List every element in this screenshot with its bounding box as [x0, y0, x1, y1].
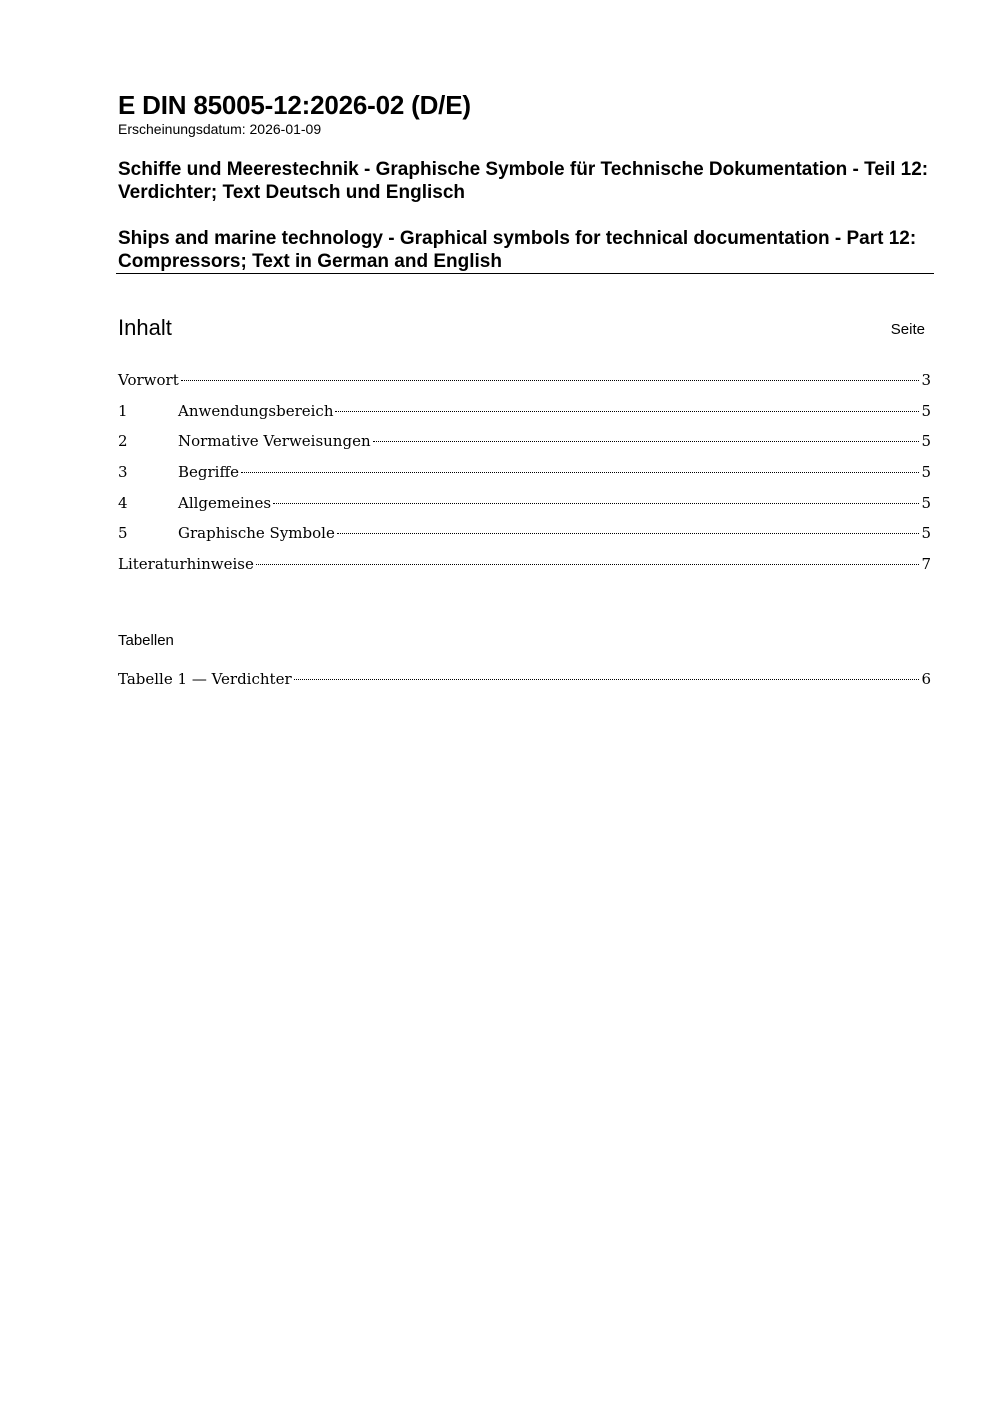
dot-leader	[256, 564, 920, 565]
toc-entry-vorwort[interactable]	[118, 368, 931, 399]
title-german: Schiffe und Meerestechnik - Graphische Symbole für Technische Dokumentation - Teil 12: Verdichter; Text Deutsch und Englisch	[118, 159, 929, 203]
toc-entry-page: 5	[921, 493, 931, 512]
page-column-label: Seite	[890, 321, 925, 338]
toc-entry-page: 5	[921, 401, 931, 420]
dot-leader	[241, 472, 919, 473]
tables-heading: Tabellen	[118, 632, 174, 649]
toc-entry-page: 3	[921, 371, 931, 389]
dot-leader	[335, 411, 919, 412]
toc-entry-text: Vorwort	[118, 371, 179, 389]
dot-leader	[294, 679, 920, 680]
toc-entry-allgemeines[interactable]	[118, 491, 931, 522]
table-of-contents	[118, 368, 931, 583]
publication-date: Erscheinungsdatum: 2026-01-09	[118, 121, 322, 137]
toc-entry-page: 5	[921, 524, 931, 543]
table-entry-verdichter[interactable]	[118, 667, 931, 698]
toc-entry-page: 5	[921, 432, 931, 451]
toc-entry-page: 7	[921, 555, 931, 574]
toc-entry-text: Normative Verweisungen	[178, 432, 371, 451]
document-id: E DIN 85005-12:2026-02 (D/E)	[118, 90, 471, 120]
toc-heading: Inhalt	[118, 315, 172, 340]
toc-entry-number: 5	[118, 524, 128, 543]
list-of-tables	[118, 667, 931, 698]
table-entry-page: 6	[921, 670, 931, 688]
table-entry-text: Tabelle 1 — Verdichter	[118, 670, 292, 688]
toc-entry-begriffe[interactable]	[118, 460, 931, 491]
dot-leader	[373, 441, 920, 442]
dot-leader	[273, 503, 919, 504]
toc-entry-anwendungsbereich[interactable]	[118, 399, 931, 430]
toc-entry-number: 3	[118, 463, 128, 482]
title-english: Ships and marine technology - Graphical symbols for technical documentation - Part 12: Compressors; Text in German and English	[118, 228, 917, 272]
toc-entry-literaturhinweise[interactable]	[118, 552, 931, 583]
toc-entry-number: 2	[118, 432, 128, 451]
toc-entry-number: 4	[118, 493, 128, 512]
toc-entry-text: Allgemeines	[178, 493, 272, 512]
toc-entry-text: Anwendungsbereich	[178, 401, 334, 420]
toc-entry-number: 1	[118, 401, 128, 420]
toc-entry-text: Graphische Symbole	[178, 524, 335, 543]
toc-entry-text: Begriffe	[178, 463, 240, 482]
toc-entry-graphische-symbole[interactable]	[118, 521, 931, 552]
title-divider	[116, 273, 934, 274]
dot-leader	[337, 533, 920, 534]
toc-entry-text: Literaturhinweise	[118, 555, 254, 574]
toc-entry-page: 5	[921, 463, 931, 482]
dot-leader	[181, 380, 920, 381]
toc-entry-normative-verweisungen[interactable]	[118, 429, 931, 460]
